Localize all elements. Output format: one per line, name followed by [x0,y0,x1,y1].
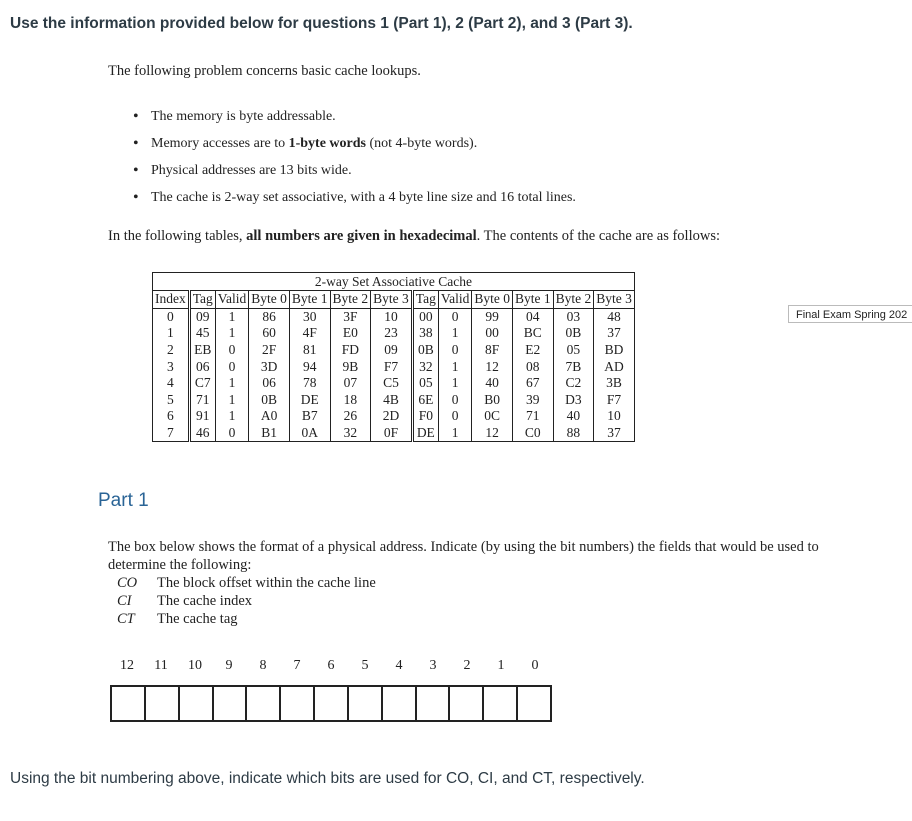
bit-box [315,687,349,720]
intro-text: The following problem concerns basic cache lookups. [108,63,421,79]
table-cell: 2D [371,408,413,425]
bit-number: 3 [429,658,437,673]
column-header: Byte 3 [594,291,635,309]
table-cell: 0B [553,325,594,342]
table-cell: 09 [189,308,215,325]
column-header: Byte 1 [289,291,330,309]
bit-box [180,687,214,720]
table-cell: 5 [153,392,190,409]
bit-box [281,687,315,720]
table-cell: 05 [412,375,438,392]
table-cell: B0 [472,392,513,409]
table-cell: 06 [189,358,215,375]
table-cell: AD [594,358,635,375]
table-cell: 1 [438,375,472,392]
table-cell: 3F [330,308,371,325]
bit-number: 12 [120,658,134,673]
table-cell: F7 [371,358,413,375]
table-cell: 18 [330,392,371,409]
table-cell: 00 [412,308,438,325]
table-cell: 04 [512,308,553,325]
table-cell: C5 [371,375,413,392]
table-cell: 81 [289,342,330,359]
table-cell: F0 [412,408,438,425]
table-cell: 0 [215,342,249,359]
column-header: Valid [438,291,472,309]
assumption-item: • Physical addresses are 13 bits wide. [133,162,576,189]
table-cell: 1 [215,375,249,392]
physical-address-boxes [110,685,552,722]
bit-number: 0 [531,658,539,673]
table-cell: F7 [594,392,635,409]
table-cell: C7 [189,375,215,392]
assumption-item: • The cache is 2-way set associative, with a 4 byte line size and 16 total lines. [133,189,576,216]
table-cell: 0 [215,425,249,442]
table-cell: 0A [289,425,330,442]
address-format-description: The box below shows the format of a physical address. Indicate (by using the bit numbers) the fields that would be used to determine the following: [108,539,819,573]
table-cell: 39 [512,392,553,409]
table-cell: DE [412,425,438,442]
column-header: Byte 3 [371,291,413,309]
bit-number: 8 [259,658,267,673]
bit-number: 11 [154,658,168,673]
table-cell: 2 [153,342,190,359]
table-cell: E2 [512,342,553,359]
table-cell: 99 [472,308,513,325]
part-title: Part 1 [98,490,149,511]
field-definitions [117,574,376,628]
table-cell: 78 [289,375,330,392]
table-cell: 37 [594,325,635,342]
table-cell: BD [594,342,635,359]
bit-number: 6 [327,658,335,673]
column-header: Valid [215,291,249,309]
table-cell: 10 [594,408,635,425]
table-cell: 40 [553,408,594,425]
table-cell: 60 [249,325,290,342]
assumptions-list [133,108,576,216]
table-cell: 06 [249,375,290,392]
table-cell: 10 [371,308,413,325]
assumption-item: • The memory is byte addressable. [133,108,576,135]
table-cell: 71 [189,392,215,409]
bit-box [146,687,180,720]
bit-number: 1 [497,658,505,673]
table-cell: 1 [215,408,249,425]
table-cell: 6E [412,392,438,409]
table-cell: 94 [289,358,330,375]
table-cell: A0 [249,408,290,425]
table-cell: 3B [594,375,635,392]
bit-box [349,687,383,720]
table-row [153,425,635,442]
column-header: Byte 2 [553,291,594,309]
table-cell: 8F [472,342,513,359]
table-cell: 3 [153,358,190,375]
table-cell: 46 [189,425,215,442]
table-row [153,358,635,375]
tables-intro-text: In the following tables, all numbers are given in hexadecimal. The contents of the cache are as follows: [108,228,720,244]
table-cell: 2F [249,342,290,359]
table-cell: 32 [412,358,438,375]
table-cell: 0 [153,308,190,325]
table-cell: 6 [153,408,190,425]
bit-box [214,687,248,720]
bit-number: 7 [293,658,301,673]
column-header: Byte 0 [249,291,290,309]
table-cell: 37 [594,425,635,442]
table-cell: C2 [553,375,594,392]
table-cell: 0 [438,308,472,325]
table-cell: 26 [330,408,371,425]
table-cell: 0 [438,342,472,359]
bit-box [247,687,281,720]
table-row [153,342,635,359]
bit-number-labels [110,658,552,674]
table-cell: 3D [249,358,290,375]
table-cell: 07 [330,375,371,392]
column-header: Index [153,291,190,309]
table-cell: 1 [215,308,249,325]
bit-box [417,687,451,720]
table-cell: 45 [189,325,215,342]
table-cell: 09 [371,342,413,359]
table-cell: 0B [249,392,290,409]
table-cell: 0 [438,408,472,425]
bit-box [112,687,146,720]
table-cell: EB [189,342,215,359]
table-cell: 1 [153,325,190,342]
table-cell: 91 [189,408,215,425]
table-cell: BC [512,325,553,342]
table-cell: 08 [512,358,553,375]
table-cell: 4 [153,375,190,392]
table-cell: DE [289,392,330,409]
table-row [153,308,635,325]
table-cell: 7 [153,425,190,442]
table-cell: 05 [553,342,594,359]
table-cell: 12 [472,358,513,375]
table-cell: 40 [472,375,513,392]
table-cell: D3 [553,392,594,409]
bit-box [518,687,550,720]
bit-number: 2 [463,658,471,673]
table-cell: 1 [215,392,249,409]
table-cell: 67 [512,375,553,392]
assumption-item: • Memory accesses are to 1-byte words (not 4-byte words). [133,135,576,162]
table-cell: E0 [330,325,371,342]
table-row [153,392,635,409]
table-row [153,375,635,392]
field-definition: CO The block offset within the cache line [117,575,376,591]
table-cell: 1 [438,425,472,442]
table-cell: 38 [412,325,438,342]
question-text: Using the bit numbering above, indicate which bits are used for CO, CI, and CT, respectively. [10,770,645,787]
table-cell: 0B [412,342,438,359]
table-cell: 1 [438,325,472,342]
table-cell: 0 [215,358,249,375]
bit-box [450,687,484,720]
bit-box [484,687,518,720]
cache-table-title: 2-way Set Associative Cache [153,273,635,291]
table-cell: FD [330,342,371,359]
table-cell: B1 [249,425,290,442]
table-cell: 71 [512,408,553,425]
table-row [153,408,635,425]
table-cell: 1 [215,325,249,342]
column-header: Byte 2 [330,291,371,309]
table-cell: 4F [289,325,330,342]
table-cell: 0C [472,408,513,425]
table-cell: 32 [330,425,371,442]
bit-number: 9 [225,658,233,673]
table-cell: 12 [472,425,513,442]
side-tab-label[interactable]: Final Exam Spring 202 [788,305,912,323]
table-cell: 48 [594,308,635,325]
table-cell: 86 [249,308,290,325]
field-definition: CT The cache tag [117,611,238,627]
table-cell: 88 [553,425,594,442]
column-header: Tag [412,291,438,309]
table-cell: 00 [472,325,513,342]
question-heading: Use the information provided below for questions 1 (Part 1), 2 (Part 2), and 3 (Part 3). [10,15,633,32]
table-cell: 30 [289,308,330,325]
table-cell: 7B [553,358,594,375]
table-row [153,325,635,342]
table-cell: 1 [438,358,472,375]
table-cell: 0F [371,425,413,442]
table-cell: B7 [289,408,330,425]
table-cell: 23 [371,325,413,342]
field-definition: CI The cache index [117,593,253,609]
table-cell: 0 [438,392,472,409]
table-cell: 03 [553,308,594,325]
column-header: Byte 1 [512,291,553,309]
table-cell: C0 [512,425,553,442]
table-cell: 9B [330,358,371,375]
cache-table-header-row [153,291,635,309]
cache-table [152,272,635,442]
bit-number: 5 [361,658,369,673]
bit-box [383,687,417,720]
bit-number: 4 [395,658,403,673]
column-header: Tag [189,291,215,309]
column-header: Byte 0 [472,291,513,309]
bit-number: 10 [188,658,202,673]
table-cell: 4B [371,392,413,409]
